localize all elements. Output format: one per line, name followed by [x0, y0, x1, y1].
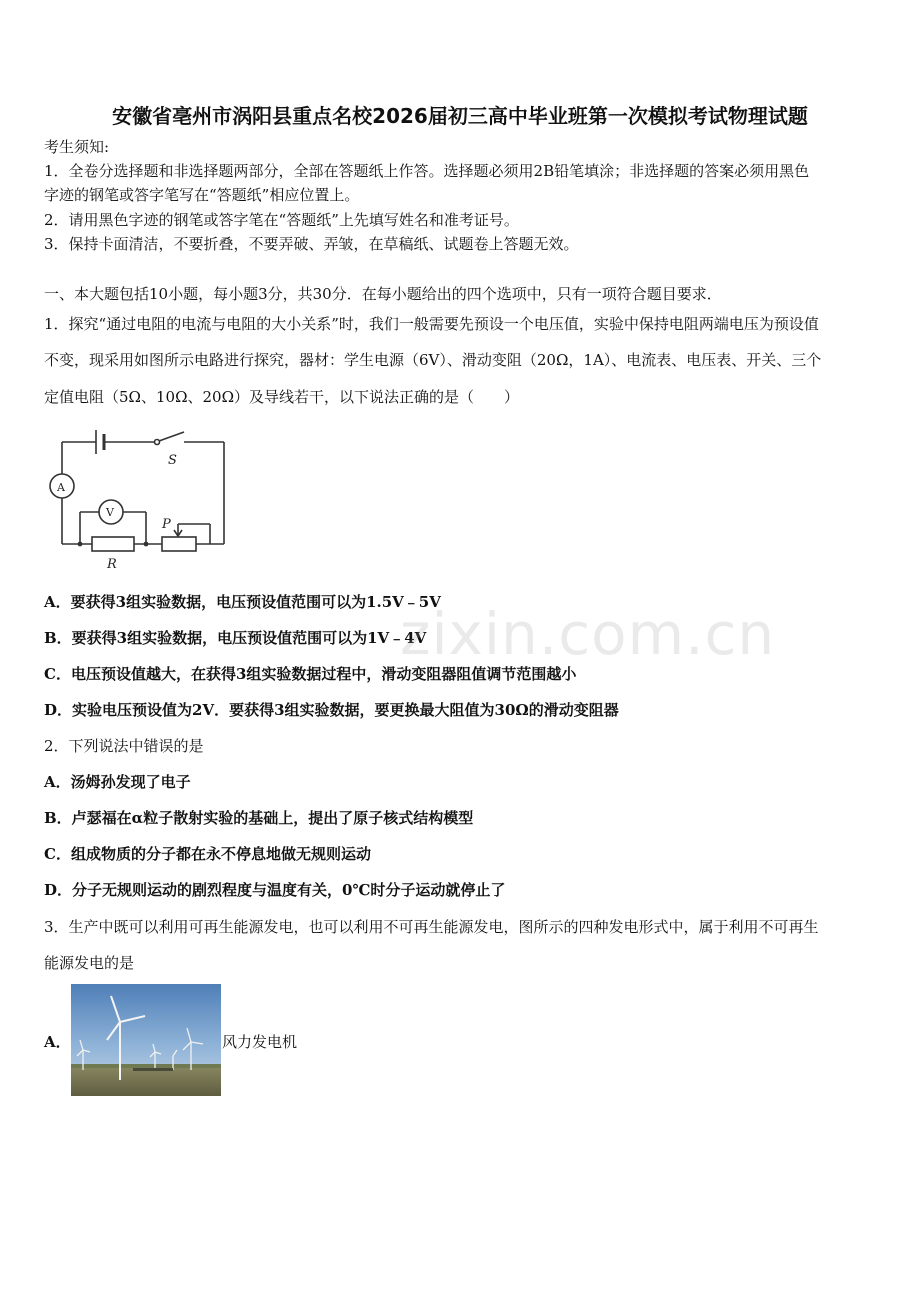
notice-item-2: 2．请用黑色字迹的钢笔或答字笔在“答题纸”上先填写姓名和准考证号。: [44, 211, 519, 229]
notice-item-3: 3．保持卡面清洁，不要折叠，不要弄破、弄皱，在草稿纸、试题卷上答题无效。: [44, 235, 579, 253]
notice-item-1b: 字迹的钢笔或答字笔写在“答题纸”相应位置上。: [44, 186, 360, 204]
notice-item-1a: 1．全卷分选择题和非选择题两部分，全部在答题纸上作答。选择题必须用2B铅笔填涂；非选择题的答案必须用黑色: [44, 162, 810, 180]
section-heading: 一、本大题包括10小题，每小题3分，共30分．在每小题给出的四个选项中，只有一项符合题目要求．: [44, 285, 722, 303]
wind-turbine-photo: [71, 984, 221, 1096]
q1-option-c[interactable]: C．电压预设值越大，在获得3组实验数据过程中，滑动变阻器阻值调节范围越小: [44, 665, 577, 683]
q2-option-b[interactable]: B．卢瑟福在α粒子散射实验的基础上，提出了原子核式结构模型: [44, 809, 474, 827]
q3-stem-line2: 能源发电的是: [44, 954, 135, 972]
q1-stem-line3: 定值电阻（5Ω、10Ω、20Ω）及导线若干，以下说法正确的是（ ）: [44, 388, 520, 406]
watermark: zixin.com.cn: [400, 600, 776, 668]
circuit-label-ammeter: A: [57, 481, 65, 494]
circuit-label-switch: S: [168, 453, 177, 468]
q3-stem-line1: 3．生产中既可以利用可再生能源发电，也可以利用不可再生能源发电，图所示的四种发电形式中，属于利用不可再生: [44, 918, 819, 936]
q2-stem: 2．下列说法中错误的是: [44, 737, 204, 755]
q3-option-a-letter[interactable]: A．: [44, 1033, 71, 1051]
circuit-label-slider: P: [162, 517, 171, 532]
q1-stem-line2: 不变，现采用如图所示电路进行探究，器材：学生电源（6V）、滑动变阻（20Ω，1A）、电流表、电压表、开关、三个: [44, 351, 822, 369]
notice-heading: 考生须知:: [44, 138, 110, 156]
q1-option-d[interactable]: D．实验电压预设值为2V．要获得3组实验数据，要更换最大阻值为30Ω的滑动变阻器: [44, 701, 619, 719]
q2-option-c[interactable]: C．组成物质的分子都在永不停息地做无规则运动: [44, 845, 371, 863]
q1-option-a[interactable]: A．要获得3组实验数据，电压预设值范围可以为1.5V﹣5V: [44, 593, 441, 611]
q2-option-d[interactable]: D．分子无规则运动的剧烈程度与温度有关，0℃时分子运动就停止了: [44, 881, 506, 899]
circuit-diagram: [44, 424, 234, 574]
page-title: 安徽省亳州市涡阳县重点名校2026届初三高中毕业班第一次模拟考试物理试题: [112, 104, 808, 128]
circuit-label-resistor: R: [107, 557, 117, 572]
q1-option-b[interactable]: B．要获得3组实验数据，电压预设值范围可以为1V﹣4V: [44, 629, 427, 647]
q1-stem-line1: 1．探究“通过电阻的电流与电阻的大小关系”时，我们一般需要先预设一个电压值，实验中保持电阻两端电压为预设值: [44, 315, 819, 333]
q3-option-a-text: 风力发电机: [222, 1033, 298, 1051]
circuit-label-voltmeter: V: [106, 506, 114, 519]
q2-option-a[interactable]: A．汤姆孙发现了电子: [44, 773, 191, 791]
